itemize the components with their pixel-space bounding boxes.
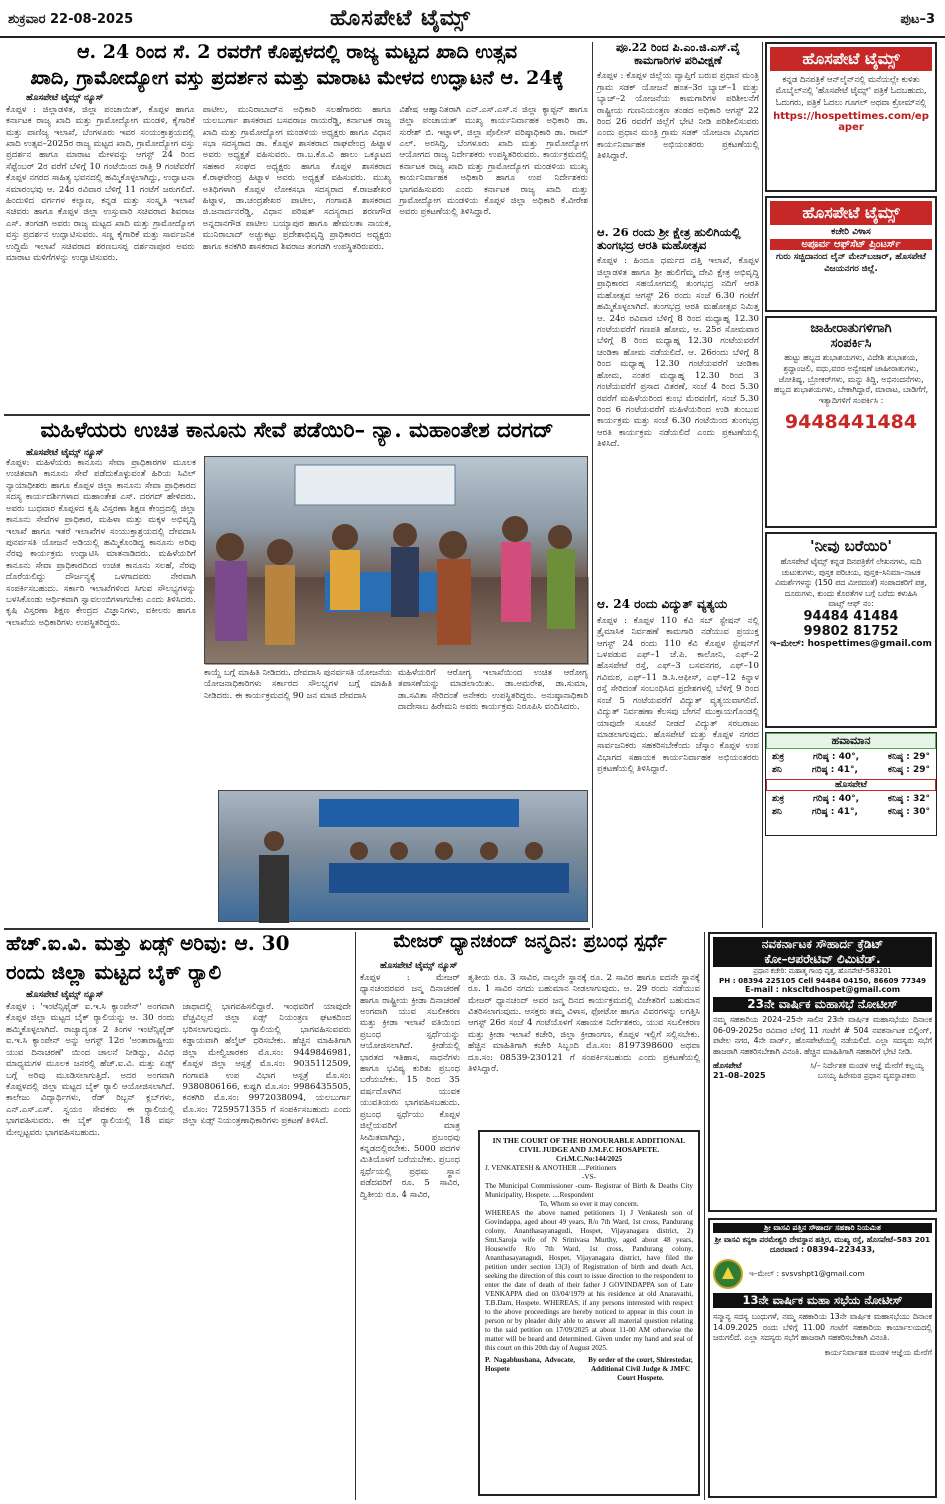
ad-write-to-us bbox=[765, 532, 937, 728]
office-address: ಗುರು ಸಚ್ಚಿದಾನಂದ ಲೈನ್ ಮೇನ್‌ಬಜಾರ್, ಹೊಸಪೇಟೆ ವಿಜಯನಗರ ಜಿಲ್ಲೆ. bbox=[776, 252, 926, 274]
versus: -VS- bbox=[582, 1172, 596, 1181]
article-aarati-body: ಕೊಪ್ಪಳ : ಹಿಂದೂ ಧರ್ಮದ ದತ್ತಿ ಇಲಾಖೆ, ಕೊಪ್ಪಳ ಜಿಲ್ಲಾಡಳಿತ ಹಾಗೂ ಶ್ರೀ ಹುಲಿಗೆಮ್ಮ ದೇವಿ ಕ್ಷೇತ್ರ ಅಭಿವೃದ್ಧಿ ಪ್ರಾಧಿಕಾರದ ಸಹಯೋಗದಲ್ಲಿ ತುಂಗಭದ್ರ ನದಿಗೆ ಆರತಿ ಮಹೋತ್ಸವ ಆಗಸ್ಟ್ 26 ರಂದು ಸಂಜೆ 6.30 ಗಂಟೆಗೆ ಹಮ್ಮಿಕೊಳ್ಳಲಾಗಿದೆ. ತುಂಗಭದ್ರ ಆರತಿ ಮಹೋತ್ಸವ ನಿಮಿತ್ತ ಆ. 24ರ ರವಿವಾರ ಬೆಳಿಗ್ಗೆ 8 ರಿಂದ ಮಧ್ಯಾಹ್ನ 12.30 ಗಂಟೆಯವರೆಗೆ ಗಣಪತಿ ಹೋಮ, ಆ. 25ರ ಸೋಮವಾರ ಬೆಳಿಗ್ಗೆ 8 ರಿಂದ ಮಧ್ಯಾಹ್ನ 12.30 ಗಂಟೆಯವರೆಗೆ ಚಂಡಿಕಾ ಹೋಮ ನಡೆಯಲಿದೆ. ಆ. 26ರಂದು ಬೆಳಿಗ್ಗೆ 8 ರಿಂದ ಮಧ್ಯಾಹ್ನ 12.30 ಗಂಟೆಯವರೆಗೆ ಚಂಡಿಕಾ ಹೋಮ, ನಂತರ ಮಧ್ಯಾಹ್ನ 12.30 ರಿಂದ 3 ಗಂಟೆಯವರೆಗೆ ಪ್ರಸಾದ ವಿತರಣೆ, ಸಂಜೆ 4 ರಿಂದ 5.30 ರವರೆಗೆ ಮಹಿಳೆಯರಿಂದ ಕುಂಭ ಮೆರವಣಿಗೆ, ಸಂಜೆ 5.30 ರಿಂದ 6 ಗಂಟೆಯವರೆಗೆ ಮಹಿಳೆಯರಿಂದ ಉಡಿ ತುಂಬುವ ಕಾರ್ಯಕ್ರಮ ಮತ್ತು ಸಂಜೆ 6.30 ಗಂಟೆಯಿಂದ ತುಂಗಭದ್ರ ಆರತಿ ಕಾರ್ಯಕ್ರಮ ನಡೆಯಲಿದೆ ಎಂದು ಪ್ರಕಟಣೆಯಲ್ಲಿ ತಿಳಿಸಿದೆ. bbox=[597, 256, 759, 450]
notice-1-title-1: ನವಕರ್ನಾಟಕ ಸೌಹಾರ್ದ ಕ್ರೆಡಿಟ್ bbox=[713, 937, 932, 952]
byline: ಹೊಸಪೇಟೆ ಟೈಮ್ಸ್ ನ್ಯೂಸ್ bbox=[26, 990, 104, 1000]
article-hiv-rally bbox=[6, 932, 351, 1500]
weather-max: ಗರಿಷ್ಠ : 41°, bbox=[811, 765, 858, 776]
article-power-cut bbox=[597, 598, 759, 926]
notice-2-phone: ದೂರವಾಣಿ : 08394–223433, bbox=[769, 1245, 876, 1254]
article-khadi-title-2: ಖಾದಿ, ಗ್ರಾಮೋದ್ಯೋಗ ವಸ್ತು ಪ್ರದರ್ಶನ ಮತ್ತು ಮಾರಾಟ ಮೇಳದ ಉದ್ಘಾಟನೆ ಆ. 24ಕ್ಕೆ bbox=[30, 66, 564, 89]
weather-day: ಶುಕ್ರ bbox=[772, 794, 785, 805]
notice-2-address: ಶ್ರೀ ವಾಸವಿ ಕನ್ಯಕಾ ಪರಮೇಶ್ವರಿ ದೇವಸ್ಥಾನ ಹತ್ತಿರ, ಮುಖ್ಯ ರಸ್ತೆ, ಹೊಸಪೇಟೆ–583 201 bbox=[714, 1235, 931, 1244]
classifieds-text: ಹುಟ್ಟು ಹಬ್ಬದ ಶುಭಾಶಯಗಳು, ವಿದೇಶಿ ಶುಭಾಶಯ, ಶ್ರದ್ಧಾಂಜಲಿ, ವಧು,ವರರ ಅನ್ವೇಷಣೆ ಜಾಹೀರಾತುಗಳು, ಜೋತಿಷ್ಯ, ಬ್ರೋಕರ್‌ಗಳು, ಮನ್ನು ತಿದ್ದಿ, ಅಭಿನಂದನೆಗಳು, ಹಬ್ಬದ ಶುಭಾಶಯಗಳು, ಬೇಕಾಗಿದ್ದಾರೆ, ಮಾರಾಟ, ಬಾಡಿಗೆಗೆ, ಇತ್ಯಾದಿಗಳಿಗೆ ಸಂಪರ್ಕಿಸಿ : bbox=[773, 353, 929, 406]
article-hiv-rally-title-1: ಹೆಚ್.ಐ.ವಿ. ಮತ್ತು ಏಡ್ಸ್ ಅರಿವು: ಆ. 30 bbox=[6, 931, 290, 955]
weather-row bbox=[772, 764, 930, 777]
article-khadi-col-2: ಪಾಟೀಲ, ಮುನಿರಾಬಾದ್‌ನ ಅಧಿಕಾರಿ ಸಲಹೆಗಾರರು ಹಾಗೂ ಯಲಬುರ್ಗಾ ಶಾಸಕರಾದ ಬಸವರಾಜ ರಾಯರೆಡ್ಡಿ, ಕರ್ನಾಟಕ ರಾಜ್ಯ ಖಾದಿ ಮತ್ತು ಗ್ರಾಮೋದ್ಯೋಗ ಮಂಡಳಿಯ ಅಧ್ಯಕ್ಷರು ಹಾಗೂ ವಿಧಾನ ಸಭಾ ಸದಸ್ಯರಾದ ಡಾ. ಕೊಪ್ಪಳ ಶಾಸಕರಾದ ರಾಘವೇಂದ್ರ ಹಿಟ್ನಾಳ ಅವರು ಅಧ್ಯಕ್ಷತೆ ವಹಿಸುವರು. ರಾ.ಬ.ಕೊ.ವಿ ಹಾಲು ಒಕ್ಕೂಟದ ಸಹಕಾರ ಸಂಘದ ಅಧ್ಯಕ್ಷರು ಹಾಗೂ ಕೊಪ್ಪಳ ಶಾಸಕರಾದ ಕೆ.ರಾಘವೇಂದ್ರ ಹಿಟ್ನಾಳ ಅವರು ಅಧ್ಯಕ್ಷತೆ ವಹಿಸುವರು. ಮುಖ್ಯ ಅತಿಥಿಗಳಾಗಿ ಕೊಪ್ಪಳ ಲೋಕಸಭಾ ಸದಸ್ಯರಾದ ಕೆ.ರಾಜಶೇಖರ ಹಿಟ್ನಾಳ, ಡಾ.ಚಂದ್ರಶೇಖರ ಪಾಟೀಲ, ಗಂಗಾವತಿ ಶಾಸಕರಾದ ಜಿ.ಜನಾರ್ದನರೆಡ್ಡಿ, ವಿಧಾನ ಪರಿಷತ್ ಸದಸ್ಯರಾದ ಶರಣಗೌಡ ಅನ್ನದಾನಗೌಡ ಪಾಟೀಲ ಬಯ್ಯಾಪುರ ಹಾಗೂ ಹೇಮಲತಾ ನಾಯಕ, ಮುನಿರಾಬಾದ್ ಅಚ್ಚುಕಟ್ಟು ಪ್ರದೇಶಾಭಿವೃದ್ಧಿ ಪ್ರಾಧಿಕಾರದ ಅಧ್ಯಕ್ಷರು ಹಾಗೂ ಕನಕಗಿರಿ ಶಾಸಕರಾದ ಶಿವರಾಜ ತಂಗಡಗಿ ಉಪಸ್ಥಿತರಿರುವರು. bbox=[202, 104, 392, 252]
article-essay-contest-col-1: ಕೊಪ್ಪಳ : ಮೇಜರ್ ಧ್ಯಾನಚಂದರವರ ಜನ್ಮ ದಿನಾಚರಣೆ ಹಾಗೂ ರಾಷ್ಟ್ರೀಯ ಕ್ರೀಡಾ ದಿನಾಚರಣೆ ಅಂಗವಾಗಿ ಯುವ ಸಬಲೀಕರಣ ಮತ್ತು ಕ್ರೀಡಾ ಇಲಾಖೆ ವತಿಯಿಂದ ಪ್ರಬಂಧ ಸ್ಪರ್ಧೆಯನ್ನು ಆಯೋಜಿಸಲಾಗಿದೆ. ಕ್ರೀಡೆಯಲ್ಲಿ ಭಾರತದ ಇತಿಹಾಸ, ಸಾಧನೆಗಳು ಹಾಗೂ ಭವಿಷ್ಯ ಕುರಿತು ಪ್ರಬಂಧ ಬರೆಯಬೇಕು. 15 ರಿಂದ 35 ವರ್ಷದೊಳಗಿನ ಯುವಕ ಯುವತಿಯರು ಭಾಗವಹಿಸಬಹುದು. ಪ್ರಬಂಧ ಸ್ಪರ್ಧೆಯು ಕೊಪ್ಪಳ ಜಿಲ್ಲೆಯವರಿಗೆ ಮಾತ್ರ ಸೀಮಿತವಾಗಿದ್ದು, ಪ್ರಬಂಧವು ಕನ್ನಡದಲ್ಲಿರಬೇಕು. 5000 ಪದಗಳ ಮಿತಿಯೊಳಗೆ ಬರೆಯಬೇಕು. ಪ್ರಬಂಧ ಸ್ಪರ್ಧೆಯಲ್ಲಿ ಪ್ರಥಮ ಸ್ಥಾನ ಪಡೆದವರಿಗೆ ರೂ. 5 ಸಾವಿರ, ದ್ವಿತೀಯ ರೂ. 4 ಸಾವಿರ, bbox=[360, 972, 460, 1200]
respondents: The Municipal Commissioner -cum- Registrar of Birth & Deaths City Municipality, Hospete. ....Respondent bbox=[485, 1181, 693, 1199]
notice-1-title-2: ಕೋ–ಆಪರೇಟಿವ್ ಲಿಮಿಟೆಡ್. bbox=[713, 952, 932, 967]
article-pmgsy-title: ಪೂ.22 ರಿಂದ ಪಿ.ಎಂ.ಜಿ.ಎಸ್.ವೈ ಕಾಮಗಾರಿಗಳ ಪರಿವೀಕ್ಷಣೆ bbox=[616, 41, 740, 67]
advocate: P. Nagabhushana, Advocate, Hospete bbox=[485, 1355, 575, 1373]
article-khadi-col-1: ಕೊಪ್ಪಳ : ಜಿಲ್ಲಾಡಳಿತ, ಜಿಲ್ಲಾ ಪಂಚಾಯಿತ್, ಕೊಪ್ಪಳ ಹಾಗೂ ಕರ್ನಾಟಕ ರಾಜ್ಯ ಖಾದಿ ಮತ್ತು ಗ್ರಾಮೋದ್ಯೋಗ ಮಂಡಳಿ, ಕೈಗಾರಿಕೆ ಮತ್ತು ವಾಣಿಜ್ಯ ಇಲಾಖೆ, ಬೆಂಗಳೂರು ಇವರ ಸಂಯುಕ್ತಾಶ್ರಯದಲ್ಲಿ ಖಾದಿ ಉತ್ಸವ–2025ರ ರಾಜ್ಯ ಮಟ್ಟದ ಖಾದಿ, ಗ್ರಾಮೋದ್ಯೋಗ ವಸ್ತು ಪ್ರದರ್ಶನ ಹಾಗೂ ಮಾರಾಟ ಮೇಳವನ್ನು ಆಗಸ್ಟ್ 24 ರಿಂದ ಸೆಪ್ಟೆಂಬರ್ 2ರ ವರೆಗೆ ಬೆಳಿಗ್ಗೆ 10 ಗಂಟೆಯಿಂದ ರಾತ್ರಿ 9 ಗಂಟೆವರೆಗೆ ಕೊಪ್ಪಳ ನಗರದ ಸಾಹಿತ್ಯ ಭವನದಲ್ಲಿ ಹಮ್ಮಿಕೊಳ್ಳಲಾಗಿದ್ದು, ಉದ್ಘಾಟನಾ ಸಮಾರಂಭವು ಆ. 24ರ ರವಿವಾರ ಬೆಳಿಗ್ಗೆ 11 ಗಂಟೆಗೆ ಜರುಗಲಿದೆ. ಹಿಂದುಳಿದ ವರ್ಗಗಳ ಕಲ್ಯಾಣ, ಕನ್ನಡ ಮತ್ತು ಸಂಸ್ಕೃತಿ ಇಲಾಖೆ ಸಚಿವರು ಹಾಗೂ ಕೊಪ್ಪಳ ಜಿಲ್ಲಾ ಉಸ್ತುವಾರಿ ಸಚಿವರಾದ ಶಿವರಾಜ ಎಸ್. ತಂಗಡಗಿ ಅವರು ರಾಜ್ಯ ಮಟ್ಟದ ಖಾದಿ ಮತ್ತು ಗ್ರಾಮೋದ್ಯೋಗ ವಸ್ತು ಪ್ರದರ್ಶನ ಉದ್ಘಾಟಿಸುವರು. ಸಣ್ಣ ಕೈಗಾರಿಕೆ ಮತ್ತು ಸಾರ್ವಜನಿಕ ಉದ್ದಿಮೆ ಇಲಾಖೆ ಸಚಿವರಾದ ಶರಣಬಸಪ್ಪ ದರ್ಶನಾಪೂರ ಅವರು ಮಾರಾಟ ಮಳಿಗೆಗಳನ್ನು ಉದ್ಘಾಟಿಸುವರು. bbox=[6, 104, 195, 264]
ad-office-address bbox=[765, 196, 937, 312]
article-legal-aid-title: ಮಹಿಳೆಯರು ಉಚಿತ ಕಾನೂನು ಸೇವೆ ಪಡೆಯಿರಿ– ನ್ಯಾ. ಮಹಾಂತೇಶ ದರಗದ್ bbox=[40, 417, 554, 442]
photo-stage-speaker bbox=[218, 790, 588, 922]
article-legal-aid bbox=[6, 418, 588, 924]
divider bbox=[4, 928, 590, 930]
notice-1-date: 21–08–2025 bbox=[713, 1071, 766, 1081]
article-khadi bbox=[6, 42, 588, 412]
divider bbox=[704, 932, 705, 1500]
article-hiv-rally-title-2: ರಂದು ಜಿಲ್ಲಾ ಮಟ್ಟದ ಬೈಕ್ ರ್‍ಯಾಲಿ bbox=[6, 960, 222, 984]
ad-classifieds bbox=[765, 316, 937, 528]
weather-min: ಕನಿಷ್ಠ : 32° bbox=[887, 794, 930, 805]
notice-1-phone: PH : 08394 225105 Cell 94484 04150, 86609 77349 bbox=[718, 976, 927, 985]
weather-city: ಹೊಸಪೇಟೆ bbox=[766, 779, 936, 791]
article-tungabhadra-aarati bbox=[597, 226, 759, 594]
weather-row bbox=[772, 806, 930, 819]
notice-1-body: ನಮ್ಮ ಸಹಕಾರಿಯ 2024–25ನೇ ಸಾಲಿನ 23ನೇ ವಾರ್ಷಿಕ ಮಹಾಸಭೆಯು ದಿನಾಂಕ 06-09-2025ರ ರವಿವಾರ ಬೆಳಿಗ್ಗೆ 11 ಗಂಟೆಗೆ # 504 ನವಕರ್ನಾಟಕ ಬಿಲ್ಡಿಂಗ್, ಪಟೇಲ ನಗರ, 4ನೇ ವಾರ್ಡ್, ಹೊಸಪೇಟೆಯಲ್ಲಿ ನಡೆಯಲಿದೆ. ಎಲ್ಲಾ ಸದಸ್ಯರು ಸಭೆಗೆ ಹಾಜರಾಗಿ ಸಹಕರಿಸಬೇಕಾಗಿ ವಿನಂತಿ. ಹೆಚ್ಚಿನ ಮಾಹಿತಿಗಾಗಿ ಸಹಕಾರಿಗೆ ಭೇಟಿ ನೀಡಿ. bbox=[713, 1015, 932, 1056]
weather-day: ಶನಿ bbox=[772, 807, 782, 818]
classifieds-head-1: ಜಾಹೀರಾತುಗಳಿಗಾಗಿ bbox=[810, 321, 892, 336]
notice-vasavi bbox=[708, 1218, 937, 1498]
weather-title: ಹವಾಮಾನ bbox=[766, 733, 936, 749]
byline: ಹೊಸಪೇಟೆ ಟೈಮ್ಸ್ ನ್ಯೂಸ್ bbox=[26, 92, 104, 103]
divider bbox=[355, 932, 356, 1500]
issue-date: ಶುಕ್ರವಾರ 22-08-2025 bbox=[8, 12, 134, 27]
divider bbox=[762, 42, 763, 928]
whatsapp-label: ವಾಟ್ಸ್ ಆಫ್ ನಂ: bbox=[828, 599, 874, 609]
photo-caption-left: ಕಾಯ್ದೆ ಬಗ್ಗೆ ಮಾಹಿತಿ ನೀಡಿದರು. ದೇವದಾಸಿ ಪುನರ್ವಸತಿ ಯೋಜನೆಯ ಯೋಜನಾಧಿಕಾರಿಗಳು ಸರ್ಕಾರದ ಸೌಲಭ್ಯಗಳ ಬಗ್ಗೆ ಮಾಹಿತಿ ನೀಡಿದರು. ಈ ಕಾರ್ಯಕ್ರಮದಲ್ಲಿ 90 ಜನ ಮಾಜಿ ದೇವದಾಸಿ bbox=[204, 668, 392, 701]
court-notice bbox=[478, 1130, 700, 1496]
weather-day: ಶುಕ್ರ bbox=[772, 752, 785, 762]
article-khadi-title-1: ಆ. 24 ರಿಂದ ಸೆ. 2 ರವರೆಗೆ ಕೊಪ್ಪಳದಲ್ಲಿ ರಾಜ್ಯ ಮಟ್ಟದ ಖಾದಿ ಉತ್ಸವ bbox=[76, 41, 518, 63]
notice-1-reg: ಪ್ರಧಾನ ಕಚೇರಿ: ಮಹಾತ್ಮ ಗಾಂಧಿ ವೃತ್ತ, ಹೊಸಪೇಟೆ–583201 bbox=[753, 967, 892, 975]
notice-1-email: E-mail : nkscltdhospet@gmail.com bbox=[744, 985, 901, 994]
ad-office-title: ಹೊಸಪೇಟೆ ಟೈಮ್ಸ್ bbox=[770, 201, 932, 225]
court-order: By order of the court, Shirestedar, Additional Civil Judge & JMFC Court Hospete. bbox=[588, 1355, 693, 1382]
court-name: IN THE COURT OF THE HONOURABLE ADDITIONAL CIVIL JUDGE AND J.M.F.C HOSAPETE. bbox=[492, 1136, 686, 1155]
page-header bbox=[0, 0, 945, 38]
notice-2-email: ಇ–ಮೇಲ್ : svsvshpt1@gmail.com bbox=[749, 1269, 865, 1278]
weather-row bbox=[772, 793, 930, 806]
article-essay-contest-col-2: ತೃತೀಯ ರೂ. 3 ಸಾವಿರ, ನಾಲ್ಕನೇ ಸ್ಥಾನಕ್ಕೆ ರೂ. 2 ಸಾವಿರ ಹಾಗೂ ಐದನೇ ಸ್ಥಾನಕ್ಕೆ ರೂ. 1 ಸಾವಿರ ನಗದು ಬಹುಮಾನ ನೀಡಲಾಗುವುದು. ಆ. 29 ರಂದು ನಡೆಯುವ ಮೇಜರ್ ಧ್ಯಾನಚಂದ್ ಅವರ ಜನ್ಮ ದಿನದ ಕಾರ್ಯಕ್ರಮದಲ್ಲಿ ವಿಜೇತರಿಗೆ ಬಹುಮಾನ ವಿತರಿಸಲಾಗುವುದು. ಆಸಕ್ತರು ತಮ್ಮ ವಿಳಾಸ, ಫೋಟೋ ಹಾಗೂ ವಿವರಗಳನ್ನು ಲಗತ್ತಿಸಿ ಆಗಸ್ಟ್ 26ರ ಸಂಜೆ 4 ಗಂಟೆಯೊಳಗೆ ಸಹಾಯಕ ನಿರ್ದೇಶಕರು, ಯುವ ಸಬಲೀಕರಣ ಮತ್ತು ಕ್ರೀಡಾ ಇಲಾಖೆ ಕಚೇರಿ, ಜಿಲ್ಲಾ ಕ್ರೀಡಾಂಗಣ, ಕೊಪ್ಪಳ ಇಲ್ಲಿಗೆ ಸಲ್ಲಿಸಬೇಕು. ಹೆಚ್ಚಿನ ಮಾಹಿತಿಗಾಗಿ ಕಚೇರಿ ಸಿಬ್ಬಂದಿ ಮೊ.ಸಂ: 8197398600 ಅಥವಾ ದೂ.ಸಂ: 08539-230121 ಗೆ ಸಂಪರ್ಕಿಸಬಹುದು ಎಂದು ಪ್ರಕಟಣೆಯಲ್ಲಿ ತಿಳಿಸಿದ್ದಾರೆ. bbox=[468, 972, 700, 1075]
notice-1-place: ಹೊಸಪೇಟೆ bbox=[713, 1061, 742, 1071]
contact-email[interactable]: ಇ–ಮೇಲ್: hospettimes@gmail.com bbox=[770, 639, 932, 650]
weather-box bbox=[765, 732, 937, 836]
ad-epaper-title: ಹೊಸಪೇಟೆ ಟೈಮ್ಸ್ bbox=[770, 47, 932, 71]
whatsapp-phone-2: 99802 81752 bbox=[803, 624, 899, 640]
notice-body: WHEREAS the above named petitioners 1) J Venkatesh son of Govindappa, aged about 49 years, R/o 7th Ward, 1st cross, Pandurang colony, Ananthasayanagudi, Hospet, Vijayanagara district, 2) Smt.Saroja wife of N Srinivasa Murthy, aged about 48 years, Housewife R/o 7th Ward, 1st cross, Pandurang colony, Ananthasayanagudi, Hospet, Vijayanagara district, have filed the petition under section 13(3) of Registration of birth and death Act, seeking the direction of this court to issue direction to the respondent to enter the date of death of their father J GOVINDAPPA son of Late VENKAPPA died on 03/04/1979 at his residence at old Anaravathi, T.B.Dam, Hospete. WHEREAS, if any persons interested with respect to the above proceedings are hereby noticed to appear in this court in person or by pleader duly able to answer all material question relating to the said petition on 17/09/2025 at about 11-00 AM otherwise the matter will be heard and determined. Given under my hand and seal of this court on this 20th day of August 2025. bbox=[485, 1208, 693, 1352]
write-title: 'ನೀವು ಬರೆಯಿರಿ' bbox=[809, 537, 892, 555]
notice-navakarnataka bbox=[708, 932, 937, 1212]
photo-legal-awareness-event bbox=[204, 456, 588, 664]
notice-1-heading: 23ನೇ ವಾರ್ಷಿಕ ಮಹಾಸಭೆ ನೋಟೀಸ್ bbox=[713, 997, 932, 1012]
weather-min: ಕನಿಷ್ಠ : 29° bbox=[887, 752, 930, 762]
article-pmgsy bbox=[597, 42, 759, 222]
petitioners: J. VENKATESH & ANOTHER ....Petitioners bbox=[485, 1163, 617, 1172]
weather-day: ಶನಿ bbox=[772, 765, 782, 776]
article-essay-contest-title: ಮೇಜರ್ ಧ್ಯಾನಚಂದ್ ಜನ್ಮದಿನ: ಪ್ರಬಂಧ ಸ್ಪರ್ಧೆ bbox=[393, 931, 667, 952]
notice-2-sign: ಕಾರ್ಯನಿರ್ವಾಹಕ ಮಂಡಳಿ ಆಜ್ಞೆಯ ಮೇರೆಗೆ bbox=[824, 1347, 932, 1357]
office-name: ಅಪೂರ್ವ ಆಫ್‌ಸೆಟ್ ಪ್ರಿಂಟರ್ಸ್ bbox=[770, 239, 932, 250]
cooperative-logo-icon bbox=[713, 1259, 743, 1289]
byline: ಹೊಸಪೇಟೆ ಟೈಮ್ಸ್ ನ್ಯೂಸ್ bbox=[26, 448, 104, 459]
weather-row bbox=[772, 751, 930, 764]
epaper-link[interactable]: https://hospettimes.com/epaper bbox=[773, 111, 929, 134]
whatsapp-phone-1: 94484 41484 bbox=[803, 609, 899, 625]
divider bbox=[4, 414, 590, 416]
classifieds-phone: 9448441484 bbox=[784, 410, 918, 433]
weather-max: ಗರಿಷ್ಠ : 40°, bbox=[813, 794, 860, 805]
case-number: Cri.M.C.No:144/2025 bbox=[555, 1154, 623, 1163]
article-hiv-rally-col-1: ಕೊಪ್ಪಳ : 'ಇಂಟೆನ್ಸಿಫೈಡ್ ಐ.ಇ.ಸಿ ಕ್ಯಾಂಪೇನ್' ಅಂಗವಾಗಿ ಕೊಪ್ಪಳ ಜಿಲ್ಲಾ ಮಟ್ಟದ ಬೈಕ್ ರ್‍ಯಾಲಿಯನ್ನು ಆ. 30 ರಂದು ಹಮ್ಮಿಕೊಳ್ಳಲಾಗಿದೆ. ರಾಜ್ಯಾದ್ಯಂತ 2 ತಿಂಗಳ ಇಂಟೆನ್ಸಿಫೈಡ್ ಐ.ಇ.ಸಿ ಕ್ಯಾಂಪೇನ್ ಅನ್ನು ಆಗಸ್ಟ್ 12ರ 'ಅಂತಾರಾಷ್ಟ್ರೀಯ ಯುವ ದಿನಾಚರಣೆ' ಯಿಂದ ಚಾಲನೆ ನೀಡಿದ್ದು, ವಿವಿಧ ಮಾಧ್ಯಮಗಳ ಮೂಲಕ ಜನರಲ್ಲಿ ಹೆಚ್.ಐ.ವಿ. ಮತ್ತು ಏಡ್ಸ್ ಬಗ್ಗೆ ಅರಿವು ಮೂಡಿಸಲಾಗುತ್ತಿದೆ. ಅದರ ಅಂಗವಾಗಿ ಕೊಪ್ಪಳದಲ್ಲಿ ಜಿಲ್ಲಾ ಮಟ್ಟದ ಬೈಕ್ ರ್‍ಯಾಲಿ ಆಯೋಜಿಸಲಾಗಿದೆ. ಕಾಲೇಜು ವಿದ್ಯಾರ್ಥಿಗಳು, ರೆಡ್ ರಿಬ್ಬನ್ ಕ್ಲಬ್‌ಗಳು, ಎನ್.ಎಸ್.ಎಸ್. ಸ್ವಯಂ ಸೇವಕರು ಈ ರ್‍ಯಾಲಿಯಲ್ಲಿ ಭಾಗವಹಿಸುವರು. ಈ ಬೈಕ್ ರ್‍ಯಾಲಿಯಲ್ಲಿ 18 ವರ್ಷ ಮೇಲ್ಪಟ್ಟವರು ಭಾಗವಹಿಸಬಹುದು. bbox=[6, 1002, 175, 1138]
write-text: ಹೊಸಪೇಟೆ ಟೈಮ್ಸ್ ಕನ್ನಡ ದಿನಪತ್ರಿಕೆಗೆ ಲೇಖನಗಳು, ಸುದಿ ಚುಟುಕುಗಳು, ಪುಸ್ತಕ ಪರಿಚಯ, ಪುಸ್ತಕ–ಸಿನಿಮಾ–ನಾಟಕ ವಿಮರ್ಶೆಗಳನ್ನು (150 ಪದ ಮೀರದಂತೆ) ಸಂಪಾದಕರಿಗೆ ಪತ್ರ, ದೂರುಗಳು, ಕುಂದು ಕೊರತೆಗಳ ಬಗ್ಗೆ ಬರೆದು ಕಳುಹಿಸಿ bbox=[774, 557, 927, 598]
ad-epaper-text: ಕನ್ನಡ ದಿನಪತ್ರಿಕೆ ಆನ್‌ಲೈನ್‌ನಲ್ಲಿ ಮನೆಯಲ್ಲೇ ಕುಳಿತು ಮೊಬೈಲ್‌ನಲ್ಲಿ 'ಹೊಸಪೇಟೆ ಟೈಮ್ಸ್' ಪತ್ರಿಕೆ ಓದಬಹುದು, ಓದುಗರು, ಪತ್ರಿಕೆ ಓದಲು ಗೂಗಲ್ ಅಥವಾ ಕ್ರೋಮ್‌ನಲ್ಲಿ bbox=[775, 74, 927, 107]
article-power-cut-title: ಆ. 24 ರಂದು ವಿದ್ಯುತ್ ವ್ಯತ್ಯಯ bbox=[597, 597, 728, 611]
notice-2-heading: 13ನೇ ವಾರ್ಷಿಕ ಮಹಾ ಸಭೆಯ ನೋಟೀಸ್ bbox=[713, 1293, 932, 1308]
article-hiv-rally-col-2: ಜಾಥಾದಲ್ಲಿ ಭಾಗವಹಿಸಲಿದ್ದಾರೆ. ಇಂಥವರಿಗೆ ಯಾವುದೇ ವೆಚ್ಚವಿಲ್ಲದೆ ಜಿಲ್ಲಾ ಏಡ್ಸ್ ನಿಯಂತ್ರಣ ಘಟಕದಿಂದ ಭರಿಸಲಾಗುವುದು. ರ್‍ಯಾಲಿಯಲ್ಲಿ ಭಾಗವಹಿಸುವವರು ಕಡ್ಡಾಯವಾಗಿ ಹೆಲ್ಮೆಟ್ ಧರಿಸಬೇಕು. ಹೆಚ್ಚಿನ ಮಾಹಿತಿಗಾಗಿ ಜಿಲ್ಲಾ ಮೇಲ್ವಿಚಾರಕರ ಮೊ.ಸಂ: 9449846981, ಕೊಪ್ಪಳ ಜಿಲ್ಲಾ ಆಸ್ಪತ್ರೆ ಮೊ.ಸಂ: 9035112509, ಗಂಗಾವತಿ ಉಪ ವಿಭಾಗ ಆಸ್ಪತ್ರೆ ಮೊ.ಸಂ: 9380806166, ಕುಷ್ಟಗಿ ಮೊ.ಸಂ: 9986435505, ಕನಕಗಿರಿ ಮೊ.ಸಂ: 9972038094, ಯಲಬುರ್ಗಾ ಮೊ.ಸಂ: 7259571355 ಗೆ ಸಂಪರ್ಕಿಸಬಹುದು ಎಂದು ಜಿಲ್ಲಾ ಏಡ್ಸ್ ನಿಯಂತ್ರಣಾಧಿಕಾರಿಗಳು ಪ್ರಕಟಣೆ ತಿಳಿಸಿದೆ. bbox=[182, 1002, 351, 1127]
classifieds-head-2: ಸಂಪರ್ಕಿಸಿ bbox=[830, 336, 872, 351]
article-khadi-col-3: ವಿಶೇಷ ಆಹ್ವಾನಿತರಾಗಿ ಎನ್.ಎಸ್.ಎಸ್.ನ ಜಿಲ್ಲಾ ಕ್ಯಾಪ್ಟನ್ ಹಾಗೂ ಜಿಲ್ಲಾ ಪಂಚಾಯತ್ ಮುಖ್ಯ ಕಾರ್ಯನಿರ್ವಾಹಕ ಅಧಿಕಾರಿ ಡಾ. ಸುರೇಶ್ ಬಿ. ಇಟ್ನಾಳ್, ಜಿಲ್ಲಾ ಪೊಲೀಸ್ ವರಿಷ್ಠಾಧಿಕಾರಿ ಡಾ. ರಾಮ್ ಎಲ್. ಅರಸಿದ್ದಿ, ಬೆಂಗಳೂರು ಖಾದಿ ಮತ್ತು ಗ್ರಾಮೋದ್ಯೋಗ ಆಯೋಗದ ರಾಜ್ಯ ನಿರ್ದೇಶಕರು ಉಪಸ್ಥಿತರಿರುವರು. ಕಾರ್ಯಕ್ರಮದಲ್ಲಿ ಕರ್ನಾಟಕ ರಾಜ್ಯ ಖಾದಿ ಮತ್ತು ಗ್ರಾಮೋದ್ಯೋಗ ಮಂಡಳಿಯ ಮುಖ್ಯ ಕಾರ್ಯನಿರ್ವಾಹಕ ಅಧಿಕಾರಿ ಹಾಗೂ ಉಪ ನಿರ್ದೇಶಕರು ಭಾಗವಹಿಸುವರು ಎಂದು ಕರ್ನಾಟಕ ರಾಜ್ಯ ಖಾದಿ ಮತ್ತು ಗ್ರಾಮೋದ್ಯೋಗ ಮಂಡಳಿಯ ಕೊಪ್ಪಳ ಜಿಲ್ಲಾ ಅಧಿಕಾರಿ ಕೆ.ವೀರೇಶ ಅವರು ಪ್ರಕಟಣೆಯಲ್ಲಿ ತಿಳಿಸಿದ್ದಾರೆ. bbox=[399, 104, 589, 218]
divider bbox=[592, 42, 593, 928]
article-aarati-title: ಆ. 26 ರಂದು ಶ್ರೀ ಕ್ಷೇತ್ರ ಹುಲಿಗಿಯಲ್ಲಿ ತುಂಗಭದ್ರ ಆರತಿ ಮಹೋತ್ಸವ bbox=[597, 225, 741, 253]
byline: ಹೊಸಪೇಟೆ ಟೈಮ್ಸ್ ನ್ಯೂಸ್ bbox=[380, 960, 458, 971]
notice-2-body: ಸನ್ಮಾನ್ಯ ಸದಸ್ಯ ಬಂಧುಗಳೆ, ನಮ್ಮ ಸಹಕಾರಿಯ 13ನೇ ವಾರ್ಷಿಕ ಮಹಾಸಭೆಯು ದಿನಾಂಕ 14.09.2025 ರಂದು ಬೆಳಿಗ್ಗೆ 11.00 ಗಂಟೆಗೆ ಸಹಕಾರಿಯ ಕಾರ್ಯಾಲಯದಲ್ಲಿ ಜರುಗಲಿದೆ. ಎಲ್ಲಾ ಸದಸ್ಯರು ಸಭೆಗೆ ಹಾಜರಾಗಿ ಸಹಕರಿಸಬೇಕಾಗಿ ವಿನಂತಿ. bbox=[713, 1312, 932, 1343]
weather-min: ಕನಿಷ್ಠ : 29° bbox=[887, 765, 930, 776]
masthead: ಹೊಸಪೇಟೆ ಟೈಮ್ಸ್ bbox=[330, 6, 471, 31]
notice-2-org: ಶ್ರೀ ವಾಸವಿ ಪತ್ತಿನ ಸೌಹಾರ್ದ ಸಹಕಾರಿ ನಿಯಮಿತ bbox=[713, 1223, 932, 1233]
notice-to: To, Whom so ever it may concern. bbox=[539, 1199, 639, 1208]
article-pmgsy-body: ಕೊಪ್ಪಳ : ಕೊಪ್ಪಳ ಜಿಲ್ಲೆಯ ವ್ಯಾಪ್ತಿಗೆ ಬರುವ ಪ್ರಧಾನ ಮಂತ್ರಿ ಗ್ರಾಮ ಸಡಕ್ ಯೋಜನೆ ಹಂತ–3ರ ಬ್ಯಾಚ್–1 ಮತ್ತು ಬ್ಯಾಚ್–2 ಯೋಜನೆಯ ಕಾಮಗಾರಿಗಳ ಪರಿಶೀಲನೆಗೆ ರಾಷ್ಟ್ರೀಯ ಗುಣನಿಯಂತ್ರಣ ತಂಡದ ಅಧಿಕಾರಿ ಆಗಸ್ಟ್ 22 ರಿಂದ 26 ರವರೆಗೆ ಜಿಲ್ಲೆಗೆ ಭೇಟಿ ನೀಡಿ ಪರಿಶೀಲಿಸುವರು ಎಂದು ಪ್ರಧಾನ ಮಂತ್ರಿ ಗ್ರಾಮ ಸಡಕ್ ಯೋಜನಾ ವಿಭಾಗದ ಕಾರ್ಯನಿರ್ವಾಹಕ ಅಭಿಯಂತರರು ಪ್ರಕಟಣೆಯಲ್ಲಿ ತಿಳಿಸಿದ್ದಾರೆ. bbox=[597, 71, 759, 162]
weather-max: ಗರಿಷ್ಠ : 40°, bbox=[813, 752, 860, 762]
office-label: ಕಚೇರಿ ವಿಳಾಸ bbox=[831, 227, 871, 237]
weather-max: ಗರಿಷ್ಠ : 41°, bbox=[811, 807, 858, 818]
page-number: ಪುಟ–3 bbox=[900, 12, 935, 27]
article-legal-aid-body: ಕೊಪ್ಪಳ: ಮಹಿಳೆಯರು ಕಾನೂನು ಸೇವಾ ಪ್ರಾಧಿಕಾರಗಳ ಮೂಲಕ ಉಚಿತವಾಗಿ ಕಾನೂನು ಸೇವೆ ಪಡೆದುಕೊಳ್ಳುವಂತೆ ಹಿರಿಯ ಸಿವಿಲ್ ನ್ಯಾಯಾಧೀಶರು ಹಾಗೂ ಕೊಪ್ಪಳ ಜಿಲ್ಲಾ ಕಾನೂನು ಸೇವಾ ಪ್ರಾಧಿಕಾರದ ಸದಸ್ಯ ಕಾರ್ಯದರ್ಶಿಗಳಾದ ಮಹಾಂತೇಶ ಎಸ್. ದರಗದ್ ಹೇಳಿದರು. ಅವರು ಬುಧವಾರ ಕೊಪ್ಪಳದ ಕೃಷಿ ವಿಸ್ತರಣಾ ಶಿಕ್ಷಣ ಕೇಂದ್ರದಲ್ಲಿ ಜಿಲ್ಲಾ ಕಾನೂನು ಸೇವೆಗಳ ಪ್ರಾಧಿಕಾರ, ಮಹಿಳಾ ಮತ್ತು ಮಕ್ಕಳ ಅಭಿವೃದ್ಧಿ ಇಲಾಖೆ ಹಾಗೂ ಇತರೆ ಇಲಾಖೆಗಳ ಸಂಯುಕ್ತಾಶ್ರಯದಲ್ಲಿ ದೇವದಾಸಿ ಪುನರ್ವಸತಿ ಯೋಜನೆ ಅಡಿಯಲ್ಲಿ ಹಮ್ಮಿಕೊಂಡಿದ್ದ ಕಾನೂನು ಅರಿವು ನೆರವು ಕಾರ್ಯಕ್ರಮ ಉದ್ಘಾಟಿಸಿ ಮಾತನಾಡಿದರು. ಮಹಿಳೆಯರಿಗೆ ಕಾನೂನು ಸೇವಾ ಪ್ರಾಧಿಕಾರದಿಂದ ಉಚಿತ ಕಾನೂನು ಸಲಹೆ, ನೆರವು ದೊರೆಯಲಿದ್ದು ದೌರ್ಜನ್ಯಕ್ಕೆ ಒಳಗಾದವರು ನೇರವಾಗಿ ಸಂಪರ್ಕಿಸಬಹುದು. ಸರ್ಕಾರಿ ಇಲಾಖೆಗಳಿಂದ ಸಿಗುವ ಸೌಲಭ್ಯಗಳನ್ನು ಬಳಸಿಕೊಂಡು ಆರ್ಥಿಕವಾಗಿ ಸ್ವಾವಲಂಬಿಗಳಾಗಬೇಕು ಎಂದು ತಿಳಿಸಿದರು. ಕೃಷಿ ವಿಸ್ತರಣಾ ಶಿಕ್ಷಣ ಕೇಂದ್ರದ ವಿಜ್ಞಾನಿಗಳು, ವಕೀಲರು ಹಾಗೂ ಇಲಾಖೆಯ ಅಧಿಕಾರಿಗಳು ಉಪಸ್ಥಿತರಿದ್ದರು. bbox=[6, 458, 196, 628]
notice-1-sign: ಸಿ/– ನಿರ್ದೇಶಕ ಮಂಡಳಿ ಆಜ್ಞೆ ಮೇರೆಗೆ ಕಲ್ಲಯ್ಯ ಬಸಯ್ಯ ಹಿರೇಮಠ ಪ್ರಧಾನ ವ್ಯವಸ್ಥಾಪಕರು bbox=[810, 1061, 924, 1081]
weather-min: ಕನಿಷ್ಠ : 30° bbox=[887, 807, 930, 818]
ad-epaper bbox=[765, 42, 937, 192]
article-power-cut-body: ಕೊಪ್ಪಳ : ಕೊಪ್ಪಳ 110 ಕೆವಿ ಸಬ್ ಸ್ಟೇಷನ್ ನಲ್ಲಿ ತ್ರೈಮಾಸಿಕ ನಿರ್ವಹಣೆ ಕಾಮಗಾರಿ ನಡೆಯುವ ಪ್ರಯುಕ್ತ ಆಗಸ್ಟ್ 24 ರಂದು 110 ಕೆವಿ ಕೊಪ್ಪಳ ಸ್ಟೇಷನ್‌ಗೆ ಒಳಪಡುವ ಎಫ್‌–1 ಜೆ.ಪಿ. ಕಾಲೋನಿ, ಎಫ್‌–2 ಹೊಸಪೇಟೆ ರಸ್ತೆ, ಎಫ್‌–3 ಬಸವನಗರ, ಎಫ್‌–10 ಗವಿಮಠ, ಎಫ್‌–11 ಡಿ.ಸಿ.ಆಫೀಸ್, ಎಫ್‌–12 ಕಿನ್ನಾಳ ರಸ್ತೆ ಸೇರಿದಂತೆ ಸಂಬಂಧಿಸಿದ ಪ್ರದೇಶಗಳಲ್ಲಿ ಬೆಳಿಗ್ಗೆ 9 ರಿಂದ ಸಂಜೆ 5 ಗಂಟೆಯವರೆಗೆ ವಿದ್ಯುತ್ ವ್ಯತ್ಯಯವಾಗಲಿದೆ. ವಿದ್ಯುತ್ ನಿರ್ವಹಣಾ ಕೆಲಸವು ಬೇಗನೆ ಮುಕ್ತಾಯಗೊಂಡಲ್ಲಿ ಯಾವುದೇ ಸೂಚನೆ ನೀಡದೆ ವಿದ್ಯುತ್ ಸರಬರಾಜು ಮಾಡಲಾಗುವುದು. ಹೊಸಪೇಟೆ ಮತ್ತು ಕೊಪ್ಪಳ ನಗರದ ಸಾರ್ವಜನಿಕರು ಸಹಕರಿಸಬೇಕೆಂದು ಜೆಸ್ಕಾಂ ಕೊಪ್ಪಳ ಉಪ ವಿಭಾಗದ ಸಹಾಯಕ ಕಾರ್ಯನಿರ್ವಾಹಕ ಅಭಿಯಂತರರು ಪ್ರಕಟಣೆಯಲ್ಲಿ ತಿಳಿಸಿದ್ದಾರೆ. bbox=[597, 615, 759, 775]
photo-caption-right: ಮಹಿಳೆಯರಿಗೆ ಆರೋಗ್ಯ ಇಲಾಖೆಯಿಂದ ಉಚಿತ ಆರೋಗ್ಯ ತಪಾಸಣೆಯನ್ನು ಮಾಡಲಾಯಿತು. ಡಾ.ಅಮರೇಶ, ಡಾ.ಸುಮಾ, ಡಾ.ಸವಿತಾ ಸೇರಿದಂತೆ ಅನೇಕರು ಉಪಸ್ಥಿತರಿದ್ದರು. ಅನುಷ್ಠಾನಾಧಿಕಾರಿ ದಾದೇಸಾಬ ಹಿರೇಮನಿ ಅವರು ಕಾರ್ಯಕ್ರಮ ನಿರೂಪಿಸಿ ವಂದಿಸಿದರು. bbox=[398, 668, 588, 713]
